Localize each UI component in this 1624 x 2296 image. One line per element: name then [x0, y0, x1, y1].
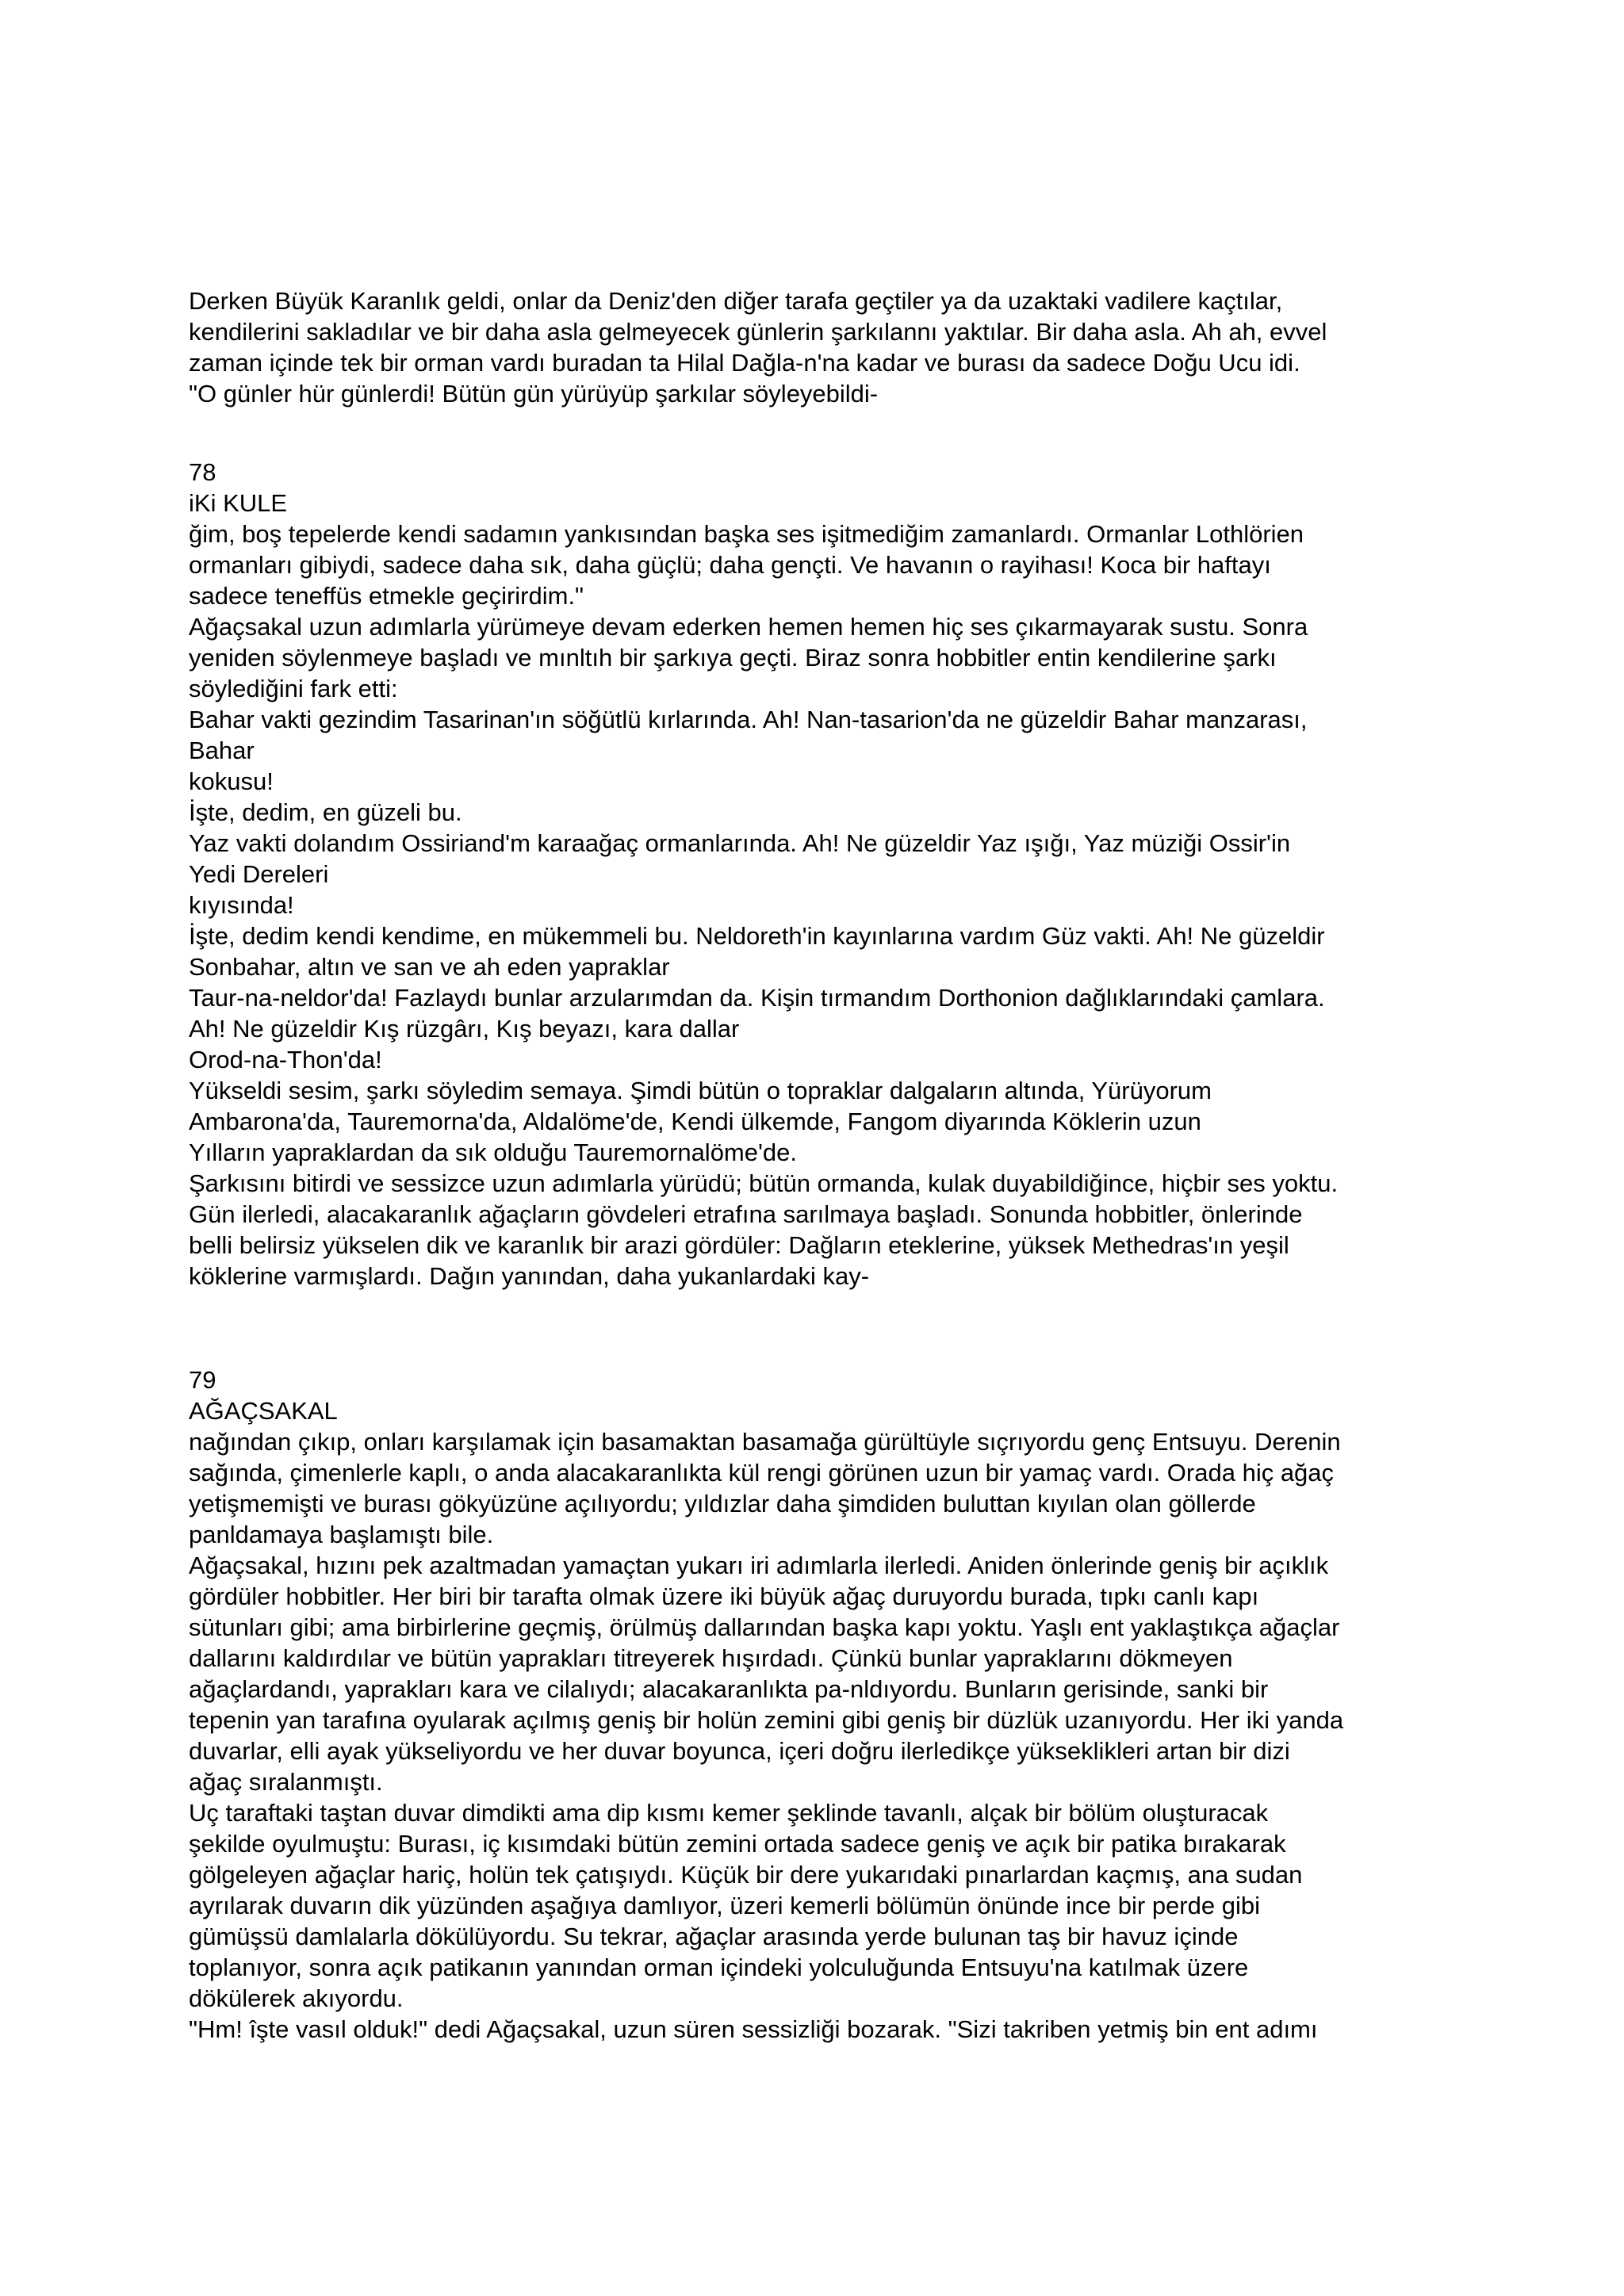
- text-line: Bahar: [189, 737, 255, 764]
- text-line: sağında, çimenlerle kaplı, o anda alacakaranlıkta kül rengi görünen uzun bir yamaç vardı. Orada hiç ağaç: [189, 1459, 1335, 1487]
- page-number: 79: [189, 1366, 216, 1394]
- text-line: Yedi Dereleri: [189, 860, 329, 888]
- section-page-78: [189, 457, 1537, 1292]
- document-page: [189, 285, 1537, 2045]
- text-line: ormanları gibiydi, sadece daha sık, daha güçlü; daha gençti. Ve havanın o rayihası! Koca bir haftayı: [189, 551, 1271, 579]
- text-line: kokusu!: [189, 767, 274, 795]
- text-line: yeniden söylenmeye başladı ve mınltıh bir şarkıya geçti. Biraz sonra hobbitler entin kendilerine şarkı: [189, 644, 1277, 672]
- text-line: ğim, boş tepelerde kendi sadamın yankısından başka ses işitmediğim zamanlardı. Ormanlar Lothlörien: [189, 520, 1304, 548]
- text-line: İşte, dedim kendi kendime, en mükemmeli bu. Neldoreth'in kayınlarına vardım Güz vakti. Ah! Ne güzeldir: [189, 922, 1325, 950]
- text-line: Ağaçsakal uzun adımlarla yürümeye devam ederken hemen hemen hiç ses çıkarmayarak sustu. Sonra: [189, 613, 1308, 641]
- text-line: kendilerini sakladılar ve bir daha asla gelmeyecek günlerin şarkılannı yaktılar. Bir daha asla. Ah ah, evvel: [189, 318, 1327, 346]
- text-line: Yükseldi sesim, şarkı söyledim semaya. Şimdi bütün o topraklar dalgaların altında, Yürüyorum: [189, 1077, 1212, 1104]
- text-line: ağaçlardandı, yaprakları kara ve cilalıydı; alacakaranlıkta pa-nldıyordu. Bunların gerisinde, sanki bir: [189, 1675, 1269, 1703]
- text-line: Yılların yapraklardan da sık olduğu Tauremornalöme'de.: [189, 1138, 798, 1166]
- text-line: nağından çıkıp, onları karşılamak için basamaktan basamağa gürültüyle sıçrıyordu genç Entsuyu. Derenin: [189, 1428, 1341, 1456]
- text-line: Ambarona'da, Tauremorna'da, Aldalöme'de, Kendi ülkemde, Fangom diyarında Köklerin uzun: [189, 1108, 1201, 1135]
- text-line: Ağaçsakal, hızını pek azaltmadan yamaçtan yukarı iri adımlarla ilerledi. Aniden önlerinde geniş bir açıklık: [189, 1552, 1329, 1579]
- text-line: Uç taraftaki taştan duvar dimdikti ama dip kısmı kemer şeklinde tavanlı, alçak bir bölüm oluşturacak: [189, 1799, 1269, 1827]
- text-line: gölgeleyen ağaçlar hariç, holün tek çatışıydı. Küçük bir dere yukarıdaki pınarlardan kaçmış, ana sudan: [189, 1861, 1303, 1888]
- text-line: toplanıyor, sonra açık patikanın yanından orman içindeki yolculuğunda Entsuyu'na katılmak üzere: [189, 1954, 1249, 1981]
- text-line: panldamaya başlamıştı bile.: [189, 1521, 494, 1548]
- section-top: [189, 285, 1537, 409]
- text-line: ayrılarak duvarın dik yüzünden aşağıya damlıyor, üzeri kemerli bölümün önünde ince bir perde gibi: [189, 1892, 1260, 1919]
- text-line: İşte, dedim, en güzeli bu.: [189, 798, 462, 826]
- text-line: zaman içinde tek bir orman vardı buradan ta Hilal Dağla-n'na kadar ve burası da sadece Doğu Ucu idi.: [189, 349, 1300, 377]
- running-header: iKi KULE: [189, 489, 288, 517]
- text-line: Yaz vakti dolandım Ossiriand'm karaağaç ormanlarında. Ah! Ne güzeldir Yaz ışığı, Yaz müziği Ossir'in: [189, 829, 1291, 857]
- text-line: gördüler hobbitler. Her biri bir tarafta olmak üzere iki büyük ağaç duruyordu burada, tıpkı canlı kapı: [189, 1582, 1259, 1610]
- text-line: Şarkısını bitirdi ve sessizce uzun adımlarla yürüdü; bütün ormanda, kulak duyabildiğince, hiçbir ses yoktu.: [189, 1169, 1339, 1197]
- running-header: AĞAÇSAKAL: [189, 1397, 338, 1425]
- text-line: "Hm! îşte vasıl olduk!" dedi Ağaçsakal, uzun süren sessizliği bozarak. "Sizi takriben yetmiş bin ent adımı: [189, 2015, 1318, 2043]
- text-line: ağaç sıralanmıştı.: [189, 1768, 383, 1796]
- text-line: gümüşsü damlalarla dökülüyordu. Su tekrar, ağaçlar arasında yerde bulunan taş bir havuz içinde: [189, 1923, 1239, 1950]
- text-line: şekilde oyulmuştu: Burası, iç kısımdaki bütün zemini ortada sadece geniş ve açık bir patika bırakarak: [189, 1830, 1286, 1858]
- text-line: duvarlar, elli ayak yükseliyordu ve her duvar boyunca, içeri doğru ilerledikçe yükseklikleri artan bir dizi: [189, 1737, 1290, 1765]
- text-line: sadece teneffüs etmekle geçirirdim.": [189, 582, 584, 610]
- text-line: kıyısında!: [189, 891, 294, 919]
- text-line: Ah! Ne güzeldir Kış rüzgârı, Kış beyazı, kara dallar: [189, 1015, 740, 1043]
- text-line: belli belirsiz yükselen dik ve karanlık bir arazi gördüler: Dağların eteklerine, yüksek Methedras'ın yeşil: [189, 1231, 1289, 1259]
- text-line: tepenin yan tarafına oyularak açılmış geniş bir holün zemini gibi geniş bir düzlük uzanıyordu. Her iki yanda: [189, 1706, 1344, 1734]
- text-line: sütunları gibi; ama birbirlerine geçmiş, örülmüş dallarından başka kapı yoktu. Yaşlı ent yaklaştıkça ağaçlar: [189, 1613, 1340, 1641]
- page-number: 78: [189, 458, 216, 486]
- text-line: köklerine varmışlardı. Dağın yanından, daha yukanlardaki kay-: [189, 1262, 870, 1290]
- text-line: söylediğini fark etti:: [189, 675, 398, 702]
- text-line: "O günler hür günlerdi! Bütün gün yürüyüp şarkılar söyleyebildi-: [189, 380, 879, 408]
- text-line: Taur-na-neldor'da! Fazlaydı bunlar arzularımdan da. Kişin tırmandım Dorthonion dağlıklarındaki çamlara.: [189, 984, 1325, 1012]
- text-line: Orod-na-Thon'da!: [189, 1046, 382, 1073]
- text-line: Derken Büyük Karanlık geldi, onlar da Deniz'den diğer tarafa geçtiler ya da uzaktaki vadilere kaçtılar,: [189, 287, 1283, 315]
- text-line: Bahar vakti gezindim Tasarinan'ın söğütlü kırlarında. Ah! Nan-tasarion'da ne güzeldir Bahar manzarası,: [189, 706, 1308, 733]
- text-line: dökülerek akıyordu.: [189, 1984, 404, 2012]
- text-line: dallarını kaldırdılar ve bütün yaprakları titreyerek hışırdadı. Çünkü bunlar yapraklarını dökmeyen: [189, 1644, 1233, 1672]
- text-line: yetişmemişti ve burası gökyüzüne açılıyordu; yıldızlar daha şimdiden buluttan kıyılan olan göllerde: [189, 1490, 1256, 1517]
- section-page-79: [189, 1364, 1537, 2045]
- section-gap: [189, 409, 1537, 457]
- text-line: Sonbahar, altın ve san ve ah eden yapraklar: [189, 953, 670, 981]
- text-line: Gün ilerledi, alacakaranlık ağaçların gövdeleri etrafına sarılmaya başladı. Sonunda hobbitler, önlerinde: [189, 1200, 1303, 1228]
- section-gap: [189, 1292, 1537, 1364]
